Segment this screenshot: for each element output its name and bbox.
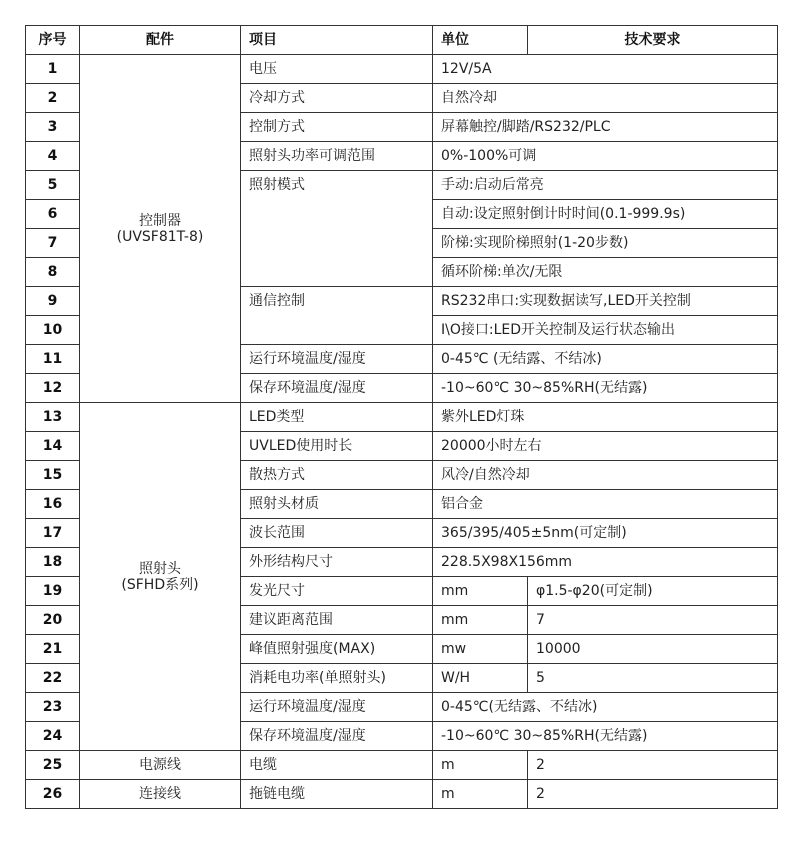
requirement-cell: 循环阶梯:单次/无限 (433, 258, 778, 287)
row-number: 11 (26, 345, 80, 374)
row-number: 25 (26, 751, 80, 780)
unit-cell: m (433, 780, 528, 809)
row-number: 4 (26, 142, 80, 171)
header-requirement: 技术要求 (528, 26, 778, 55)
header-row (26, 26, 778, 55)
requirement-cell: RS232串口:实现数据读写,LED开关控制 (433, 287, 778, 316)
header-component: 配件 (80, 26, 241, 55)
item-cell: 照射模式 (241, 171, 433, 287)
requirement-cell: φ1.5-φ20(可定制) (528, 577, 778, 606)
item-cell: 消耗电功率(单照射头) (241, 664, 433, 693)
item-cell: 电压 (241, 55, 433, 84)
row-number: 26 (26, 780, 80, 809)
table-row (26, 55, 778, 84)
requirement-cell: 紫外LED灯珠 (433, 403, 778, 432)
header-unit: 单位 (433, 26, 528, 55)
component-name: 控制器 (139, 212, 181, 229)
item-cell: 保存环境温度/湿度 (241, 374, 433, 403)
requirement-cell: 0-45℃(无结露、不结冰) (433, 693, 778, 722)
unit-cell: W/H (433, 664, 528, 693)
item-cell: 波长范围 (241, 519, 433, 548)
component-link-cable: 连接线 (80, 780, 241, 809)
row-number: 24 (26, 722, 80, 751)
item-cell: 散热方式 (241, 461, 433, 490)
unit-cell: mm (433, 606, 528, 635)
requirement-cell: 2 (528, 751, 778, 780)
requirement-cell: 铝合金 (433, 490, 778, 519)
row-number: 12 (26, 374, 80, 403)
requirement-cell: 228.5X98X156mm (433, 548, 778, 577)
row-number: 20 (26, 606, 80, 635)
requirement-cell: 阶梯:实现阶梯照射(1-20步数) (433, 229, 778, 258)
requirement-cell: 自然冷却 (433, 84, 778, 113)
row-number: 3 (26, 113, 80, 142)
row-number: 16 (26, 490, 80, 519)
item-cell: 建议距离范围 (241, 606, 433, 635)
requirement-cell: 10000 (528, 635, 778, 664)
header-no: 序号 (26, 26, 80, 55)
row-number: 1 (26, 55, 80, 84)
requirement-cell: 0-45℃ (无结露、不结冰) (433, 345, 778, 374)
row-number: 18 (26, 548, 80, 577)
header-item: 项目 (241, 26, 433, 55)
table-row (26, 403, 778, 432)
requirement-cell: 12V/5A (433, 55, 778, 84)
item-cell: 运行环境温度/湿度 (241, 693, 433, 722)
row-number: 6 (26, 200, 80, 229)
row-number: 17 (26, 519, 80, 548)
item-cell: 运行环境温度/湿度 (241, 345, 433, 374)
row-number: 7 (26, 229, 80, 258)
item-cell: 保存环境温度/湿度 (241, 722, 433, 751)
component-model: (UVSF81T-8) (116, 228, 204, 245)
row-number: 15 (26, 461, 80, 490)
row-number: 10 (26, 316, 80, 345)
unit-cell: mw (433, 635, 528, 664)
row-number: 14 (26, 432, 80, 461)
spec-table (25, 25, 778, 809)
requirement-cell: -10~60℃ 30~85%RH(无结露) (433, 722, 778, 751)
component-power-cable: 电源线 (80, 751, 241, 780)
requirement-cell: 手动:启动后常亮 (433, 171, 778, 200)
item-cell: 通信控制 (241, 287, 433, 345)
row-number: 19 (26, 577, 80, 606)
requirement-cell: 风冷/自然冷却 (433, 461, 778, 490)
component-name: 照射头 (139, 560, 181, 577)
requirement-cell: 屏幕触控/脚踏/RS232/PLC (433, 113, 778, 142)
component-controller (80, 55, 241, 403)
requirement-cell: 7 (528, 606, 778, 635)
requirement-cell: -10~60℃ 30~85%RH(无结露) (433, 374, 778, 403)
item-cell: LED类型 (241, 403, 433, 432)
item-cell: 发光尺寸 (241, 577, 433, 606)
table-row (26, 780, 778, 809)
item-cell: 照射头功率可调范围 (241, 142, 433, 171)
row-number: 2 (26, 84, 80, 113)
item-cell: 控制方式 (241, 113, 433, 142)
item-cell: 电缆 (241, 751, 433, 780)
row-number: 13 (26, 403, 80, 432)
table-row (26, 751, 778, 780)
requirement-cell: 365/395/405±5nm(可定制) (433, 519, 778, 548)
unit-cell: mm (433, 577, 528, 606)
requirement-cell: I\O接口:LED开关控制及运行状态输出 (433, 316, 778, 345)
row-number: 21 (26, 635, 80, 664)
item-cell: 照射头材质 (241, 490, 433, 519)
component-model: (SFHD系列) (121, 576, 199, 593)
item-cell: UVLED使用时长 (241, 432, 433, 461)
row-number: 5 (26, 171, 80, 200)
row-number: 9 (26, 287, 80, 316)
requirement-cell: 自动:设定照射倒计时时间(0.1-999.9s) (433, 200, 778, 229)
item-cell: 峰值照射强度(MAX) (241, 635, 433, 664)
component-head (80, 403, 241, 751)
requirement-cell: 5 (528, 664, 778, 693)
item-cell: 拖链电缆 (241, 780, 433, 809)
requirement-cell: 0%-100%可调 (433, 142, 778, 171)
row-number: 8 (26, 258, 80, 287)
requirement-cell: 20000小时左右 (433, 432, 778, 461)
row-number: 22 (26, 664, 80, 693)
item-cell: 外形结构尺寸 (241, 548, 433, 577)
requirement-cell: 2 (528, 780, 778, 809)
unit-cell: m (433, 751, 528, 780)
row-number: 23 (26, 693, 80, 722)
item-cell: 冷却方式 (241, 84, 433, 113)
